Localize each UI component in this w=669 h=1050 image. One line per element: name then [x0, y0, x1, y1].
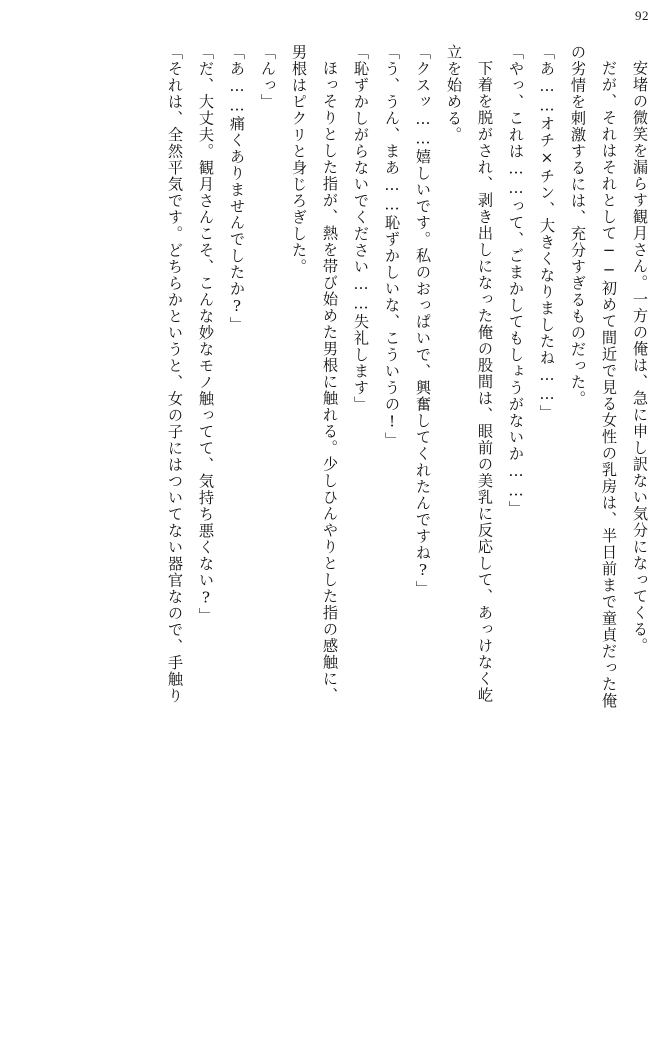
vertical-text-body — [22, 44, 647, 1032]
text-line: 「あ……オチ×チン、大きくなりましたね……」 — [538, 44, 556, 421]
text-line: 「う、うん、まあ……恥ずかしいな、こういうの!」 — [383, 44, 401, 449]
text-line: だが、それはそれとして──初めて間近で見る女性の乳房は、半日前まで童貞だった俺 — [600, 60, 618, 710]
text-line: 「んっ」 — [259, 44, 277, 110]
text-line: 下着を脱がされ、剥き出しになった俺の股間は、眼前の美乳に反応して、あっけなく屹 — [476, 60, 494, 704]
text-line: 「恥ずかしがらないでください……失礼します」 — [352, 44, 370, 413]
text-line: 「クスッ……嬉しいです。私のおっぱいで、興奮してくれたんですね?」 — [414, 44, 432, 597]
text-line: 「やっ、これは……って、ごまかしてもしょうがないか……」 — [507, 44, 525, 518]
text-line: 「それは、全然平気です。どちらかというと、女の子にはついてない器官なので、手触り — [166, 44, 184, 704]
page-number: 92 — [635, 8, 649, 23]
text-line: 男根はピクリと身じろぎした。 — [290, 44, 308, 275]
text-line: 立を始める。 — [445, 44, 463, 143]
text-line: 安堵の微笑を漏らす観月さん。一方の俺は、急に申し訳ない気分になってくる。 — [631, 60, 649, 654]
text-line: 「だ、大丈夫。観月さんこそ、こんな妙なモノ触ってて、気持ち悪くない?」 — [197, 44, 215, 625]
text-line: ほっそりとした指が、熱を帯び始めた男根に触れる。少しひんやりとした指の感触に、 — [321, 60, 339, 704]
text-line: の劣情を刺激するには、充分すぎるものだった。 — [569, 44, 587, 407]
text-line: 「あ……痛くありませんでしたか?」 — [228, 44, 246, 333]
